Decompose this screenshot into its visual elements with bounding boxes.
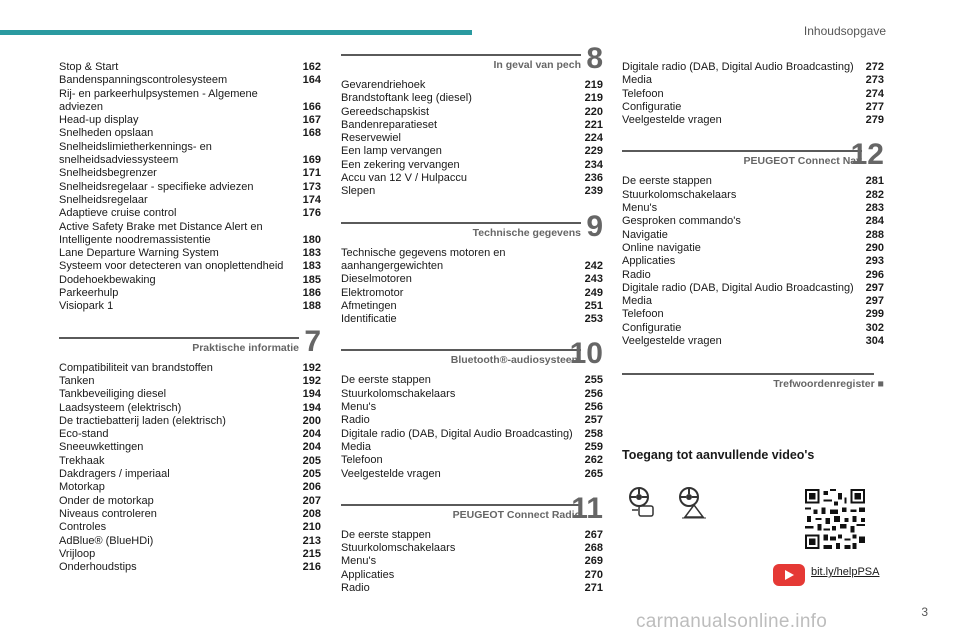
toc-entry[interactable]	[622, 202, 884, 215]
toc-entry[interactable]	[341, 172, 603, 185]
toc-entry-page: 221	[584, 118, 603, 131]
toc-entry[interactable]	[59, 181, 321, 194]
section-header-8	[341, 42, 603, 75]
toc-entry[interactable]	[59, 428, 321, 441]
toc-entry-page: 210	[302, 521, 321, 534]
videos-heading: Toegang tot aanvullende video's	[622, 448, 815, 462]
toc-entry-title: Stuurkolomschakelaars	[341, 542, 456, 555]
toc-entry-title: Laadsysteem (elektrisch)	[59, 401, 182, 414]
toc-entry[interactable]	[341, 428, 603, 441]
section-rule	[622, 373, 874, 375]
toc-entry-page: 259	[584, 440, 603, 453]
toc-entry[interactable]	[622, 215, 884, 228]
toc-column-1	[59, 61, 321, 574]
toc-column-3	[622, 61, 884, 394]
toc-entry-page: 296	[865, 268, 884, 281]
toc-entry-title: Configuratie	[622, 100, 682, 113]
toc-entry-page: 234	[584, 158, 603, 171]
toc-entry-page: 270	[584, 568, 603, 581]
toc-entry-page: 224	[584, 132, 603, 145]
toc-entry-page: 256	[584, 401, 603, 414]
toc-entry-title: Veelgestelde vragen	[341, 467, 441, 480]
toc-entry-page: 207	[302, 494, 321, 507]
toc-entry-page: 164	[302, 74, 321, 87]
toc-entry-page: 267	[584, 528, 603, 541]
toc-entry-page: 194	[302, 401, 321, 414]
toc-entry-page: 206	[302, 481, 321, 494]
toc-entry[interactable]	[59, 561, 321, 574]
toc-entry[interactable]	[341, 79, 603, 92]
toc-list	[622, 175, 884, 348]
toc-entry[interactable]	[622, 88, 884, 101]
toc-entry-title: Navigatie	[622, 228, 668, 241]
video-link[interactable]: bit.ly/helpPSA	[811, 566, 880, 578]
toc-entry-page: 297	[865, 295, 884, 308]
video-warning-icon	[676, 486, 710, 520]
toc-entry-page: 205	[302, 468, 321, 481]
toc-list	[341, 374, 603, 480]
section-number: 10	[569, 337, 603, 371]
section-title: PEUGEOT Connect Nav	[743, 155, 862, 168]
toc-entry-title: Stuurkolomschakelaars	[341, 387, 456, 400]
toc-entry[interactable]	[341, 106, 603, 119]
toc-entry-title: Configuratie	[622, 321, 682, 334]
toc-entry[interactable]	[59, 548, 321, 561]
toc-entry-page: 174	[302, 193, 321, 206]
toc-entry-page: 183	[302, 247, 321, 260]
toc-entry-title: Accu van 12 V / Hulpaccu	[341, 172, 467, 185]
toc-entry-page: 256	[584, 387, 603, 400]
toc-entry-page: 167	[302, 114, 321, 127]
toc-entry[interactable]	[622, 322, 884, 335]
toc-entry-title: Onder de motorkap	[59, 494, 154, 507]
page-header-title: Inhoudsopgave	[803, 24, 886, 38]
toc-entry-title: Snelheden opslaan	[59, 127, 154, 140]
toc-entry-page: 171	[302, 167, 321, 180]
toc-entry-title: Slepen	[341, 185, 376, 198]
toc-entry-title: Gevarendriehoek	[341, 79, 426, 91]
toc-entry-title: Sneeuwkettingen	[59, 441, 144, 454]
toc-entry[interactable]	[341, 185, 603, 198]
toc-entry[interactable]	[59, 247, 321, 260]
toc-entry-page: 283	[865, 202, 884, 215]
toc-entry-title: Gesproken commando's	[622, 215, 741, 228]
toc-entry-page: 236	[584, 172, 603, 185]
section-header-7	[59, 324, 321, 358]
toc-entry[interactable]	[341, 468, 603, 481]
index-title: Trefwoordenregister ■	[773, 378, 884, 391]
section-number: 11	[571, 491, 603, 525]
toc-entry-title: Telefoon	[341, 454, 383, 467]
toc-entry[interactable]	[59, 362, 321, 375]
toc-entry[interactable]	[622, 175, 884, 188]
toc-entry[interactable]	[341, 313, 603, 326]
section-number: 8	[586, 42, 603, 75]
toc-entry[interactable]	[341, 273, 603, 286]
toc-entry-title: Systeem voor detecteren van onoplettendheid	[59, 260, 284, 273]
section-rule	[341, 54, 581, 56]
toc-entry-title: Telefoon	[622, 87, 664, 100]
toc-entry-page: 271	[584, 582, 603, 595]
toc-entry-page: 180	[302, 233, 321, 246]
toc-entry-title: Telefoon	[622, 308, 664, 321]
toc-entry-title: Radio	[341, 414, 370, 427]
section-rule	[341, 222, 581, 224]
toc-entry-page: 257	[584, 414, 603, 427]
toc-entry-title: Een lamp vervangen	[341, 145, 442, 158]
toc-entry-page: 272	[865, 61, 884, 73]
toc-entry[interactable]	[622, 189, 884, 202]
toc-entry-page: 273	[865, 74, 884, 87]
toc-entry[interactable]	[622, 282, 884, 295]
toc-entry-page: 282	[865, 188, 884, 201]
toc-list	[341, 247, 603, 327]
section-number: 7	[304, 324, 321, 358]
toc-entry[interactable]	[622, 114, 884, 127]
toc-entry-title: Rij- en parkeerhulpsystemen - Algemene adviezen	[59, 87, 258, 113]
toc-entry[interactable]	[341, 555, 603, 568]
toc-entry-page: 255	[584, 374, 603, 387]
toc-entry[interactable]	[622, 269, 884, 282]
section-rule	[341, 349, 581, 351]
toc-entry-title: Niveaus controleren	[59, 507, 157, 520]
toc-entry-title: Snelheidsregelaar	[59, 193, 148, 206]
toc-entry[interactable]	[622, 295, 884, 308]
toc-entry[interactable]	[341, 247, 603, 274]
toc-entry-title: Technische gegevens motoren en aanhangergewichten	[341, 246, 506, 272]
toc-entry-page: 284	[865, 215, 884, 228]
toc-entry-title: De eerste stappen	[341, 374, 431, 387]
toc-entry[interactable]	[59, 441, 321, 454]
section-title: Praktische informatie	[192, 341, 299, 354]
toc-entry-title: Tanken	[59, 374, 95, 387]
toc-entry-title: Dieselmotoren	[341, 273, 412, 286]
toc-entry[interactable]	[622, 101, 884, 114]
toc-entry-title: Gereedschapskist	[341, 105, 430, 118]
toc-entry-page: 173	[302, 180, 321, 193]
toc-entry-page: 213	[302, 534, 321, 547]
toc-entry-title: Een zekering vervangen	[341, 158, 460, 171]
toc-entry-page: 219	[584, 79, 603, 91]
toc-entry-page: 262	[584, 454, 603, 467]
toc-entry[interactable]	[341, 300, 603, 313]
index-section-header[interactable]	[622, 368, 884, 394]
toc-entry[interactable]	[59, 455, 321, 468]
toc-entry-page: 274	[865, 87, 884, 100]
toc-entry-title: Bandenspanningscontrolesysteem	[59, 74, 228, 87]
toc-entry[interactable]	[59, 521, 321, 534]
toc-entry-title: Menu's	[622, 202, 658, 215]
toc-entry-title: Digitale radio (DAB, Digital Audio Broadcasting)	[341, 427, 573, 440]
toc-list	[341, 79, 603, 199]
toc-entry-page: 258	[584, 427, 603, 440]
toc-entry-title: Online navigatie	[622, 241, 701, 254]
toc-entry-page: 215	[302, 547, 321, 560]
toc-entry[interactable]	[59, 260, 321, 273]
toc-entry-title: Stuurkolomschakelaars	[622, 188, 737, 201]
toc-entry-title: Snelheidsregelaar - specifieke adviezen	[59, 180, 254, 193]
qr-code-icon[interactable]	[805, 489, 865, 549]
toc-entry-page: 268	[584, 542, 603, 555]
toc-entry[interactable]	[59, 375, 321, 388]
toc-entry-title: Compatibiliteit van brandstoffen	[59, 361, 213, 374]
toc-entry[interactable]	[59, 114, 321, 127]
toc-entry[interactable]	[622, 229, 884, 242]
toc-entry-title: Controles	[59, 521, 107, 534]
toc-list	[59, 362, 321, 575]
toc-entry-page: 293	[865, 255, 884, 268]
toc-entry-page: 168	[302, 127, 321, 140]
toc-entry-title: Media	[622, 295, 652, 308]
toc-entry-page: 216	[302, 561, 321, 574]
section-title: Technische gegevens	[472, 226, 581, 239]
toc-entry-title: Trekhaak	[59, 454, 105, 467]
toc-entry-title: Onderhoudstips	[59, 561, 137, 574]
toc-entry[interactable]	[59, 495, 321, 508]
toc-entry-page: 188	[302, 300, 321, 313]
toc-entry[interactable]	[59, 194, 321, 207]
section-number: 9	[586, 209, 603, 243]
toc-entry-page: 219	[584, 92, 603, 105]
toc-entry[interactable]	[59, 274, 321, 287]
toc-entry-page: 192	[302, 361, 321, 374]
toc-entry-title: Head-up display	[59, 114, 139, 127]
section-title: Bluetooth®-audiosysteem	[450, 354, 581, 367]
toc-entry-page: 253	[584, 313, 603, 326]
toc-entry[interactable]	[622, 308, 884, 321]
toc-entry-page: 279	[865, 114, 884, 127]
toc-entry-title: Radio	[622, 268, 651, 281]
toc-entry[interactable]	[341, 132, 603, 145]
toc-entry-page: 186	[302, 287, 321, 300]
section-title: PEUGEOT Connect Radio	[452, 508, 581, 521]
toc-entry[interactable]	[341, 542, 603, 555]
toc-entry[interactable]	[59, 388, 321, 401]
toc-entry-title: Motorkap	[59, 481, 105, 494]
toc-entry-page: 194	[302, 388, 321, 401]
section-rule	[622, 150, 862, 152]
toc-entry-title: Parkeerhulp	[59, 287, 119, 300]
toc-entry-title: Bandenreparatieset	[341, 118, 438, 131]
toc-entry[interactable]	[622, 61, 884, 74]
toc-entry-title: Brandstoftank leeg (diesel)	[341, 92, 472, 105]
toc-entry[interactable]	[341, 582, 603, 595]
toc-entry-page: 299	[865, 308, 884, 321]
toc-entry[interactable]	[341, 159, 603, 172]
toc-entry-title: Lane Departure Warning System	[59, 247, 219, 260]
toc-entry[interactable]	[622, 74, 884, 87]
section-header-11	[341, 491, 603, 525]
toc-entry-title: Menu's	[341, 401, 377, 414]
toc-list	[341, 529, 603, 595]
toc-entry-page: 288	[865, 228, 884, 241]
section-header-12	[622, 138, 884, 172]
toc-entry-page: 204	[302, 428, 321, 441]
toc-entry-title: Digitale radio (DAB, Digital Audio Broadcasting)	[622, 281, 854, 294]
toc-entry-title: Dodehoekbewaking	[59, 273, 156, 286]
toc-entry-page: 304	[865, 335, 884, 348]
youtube-icon[interactable]	[773, 564, 805, 586]
section-number: 12	[850, 138, 884, 172]
toc-entry[interactable]	[341, 454, 603, 467]
toc-entry-page: 166	[302, 100, 321, 113]
toc-entry[interactable]	[59, 415, 321, 428]
toc-entry[interactable]	[59, 221, 321, 248]
toc-entry[interactable]	[59, 141, 321, 168]
toc-entry[interactable]	[341, 529, 603, 542]
toc-entry-title: Stop & Start	[59, 61, 119, 73]
toc-entry[interactable]	[59, 481, 321, 494]
toc-entry-page: 243	[584, 273, 603, 286]
toc-entry-page: 220	[584, 105, 603, 118]
toc-entry[interactable]	[59, 287, 321, 300]
toc-entry-title: Digitale radio (DAB, Digital Audio Broadcasting)	[622, 61, 854, 73]
section-rule	[341, 504, 581, 506]
toc-entry-title: Elektromotor	[341, 286, 404, 299]
toc-entry[interactable]	[622, 335, 884, 348]
toc-entry-title: Menu's	[341, 555, 377, 568]
toc-entry[interactable]	[59, 88, 321, 115]
toc-entry[interactable]	[59, 535, 321, 548]
toc-entry-page: 169	[302, 154, 321, 167]
toc-entry-page: 185	[302, 273, 321, 286]
toc-entry-title: Active Safety Brake met Distance Alert en Intelligente noodremassistentie	[59, 220, 263, 246]
toc-entry-title: Adaptieve cruise control	[59, 207, 177, 220]
toc-entry[interactable]	[341, 119, 603, 132]
toc-entry[interactable]	[341, 569, 603, 582]
toc-entry[interactable]	[341, 441, 603, 454]
toc-entry-page: 239	[584, 185, 603, 198]
toc-entry-title: Applicaties	[341, 568, 395, 581]
toc-entry-page: 162	[302, 61, 321, 73]
toc-entry-title: Radio	[341, 582, 370, 595]
toc-entry-title: Vrijloop	[59, 547, 96, 560]
section-rule	[59, 337, 299, 339]
toc-entry[interactable]	[59, 300, 321, 313]
toc-entry-title: Visiopark 1	[59, 300, 114, 313]
toc-entry-title: De tractiebatterij laden (elektrisch)	[59, 414, 226, 427]
toc-entry[interactable]	[341, 92, 603, 105]
toc-entry-page: 251	[584, 299, 603, 312]
video-steering-wheel-icon	[626, 486, 660, 520]
toc-entry-title: Veelgestelde vragen	[622, 114, 722, 127]
toc-entry-page: 269	[584, 555, 603, 568]
toc-entry[interactable]	[622, 242, 884, 255]
toc-entry[interactable]	[59, 61, 321, 74]
toc-entry[interactable]	[59, 468, 321, 481]
toc-entry-page: 176	[302, 207, 321, 220]
toc-entry-page: 265	[584, 467, 603, 480]
toc-entry-page: 205	[302, 454, 321, 467]
toc-list	[622, 61, 884, 127]
toc-entry-page: 277	[865, 100, 884, 113]
toc-entry[interactable]	[59, 74, 321, 87]
toc-entry[interactable]	[341, 287, 603, 300]
toc-column-2	[341, 42, 603, 595]
toc-entry-page: 192	[302, 374, 321, 387]
toc-entry-page: 204	[302, 441, 321, 454]
toc-entry-page: 229	[584, 145, 603, 158]
section-header-9	[341, 209, 603, 243]
section-title: In geval van pech	[493, 59, 581, 71]
toc-entry-title: Tankbeveiliging diesel	[59, 388, 167, 401]
toc-entry[interactable]	[341, 388, 603, 401]
toc-entry-title: Media	[341, 440, 371, 453]
toc-entry-title: Veelgestelde vragen	[622, 335, 722, 348]
toc-list	[59, 61, 321, 314]
toc-entry-title: Reservewiel	[341, 132, 401, 145]
toc-entry-title: Media	[622, 74, 652, 87]
toc-entry-title: Eco-stand	[59, 428, 109, 441]
toc-entry-title: Applicaties	[622, 255, 676, 268]
section-header-10	[341, 337, 603, 371]
toc-entry[interactable]	[341, 401, 603, 414]
toc-entry-page: 297	[865, 281, 884, 294]
toc-entry-title: Afmetingen	[341, 299, 397, 312]
toc-entry-title: Snelheidsbegrenzer	[59, 167, 157, 180]
toc-entry[interactable]	[59, 508, 321, 521]
toc-entry-page: 200	[302, 414, 321, 427]
watermark: carmanualsonline.info	[636, 611, 828, 632]
toc-entry-page: 183	[302, 260, 321, 273]
toc-entry[interactable]	[622, 255, 884, 268]
toc-entry-title: Dakdragers / imperiaal	[59, 468, 170, 481]
toc-entry-title: AdBlue® (BlueHDi)	[59, 534, 154, 547]
toc-entry-page: 242	[584, 259, 603, 272]
toc-entry-page: 249	[584, 286, 603, 299]
toc-entry[interactable]	[59, 207, 321, 220]
toc-entry[interactable]	[59, 167, 321, 180]
toc-entry-title: Identificatie	[341, 313, 397, 326]
toc-entry[interactable]	[59, 402, 321, 415]
toc-entry-page: 208	[302, 507, 321, 520]
top-accent-bar	[0, 30, 472, 35]
page-number: 3	[921, 605, 928, 619]
toc-entry[interactable]	[341, 414, 603, 427]
toc-entry[interactable]	[341, 374, 603, 387]
toc-entry[interactable]	[59, 127, 321, 140]
toc-entry-page: 302	[865, 321, 884, 334]
toc-entry-title: De eerste stappen	[341, 528, 431, 541]
toc-entry[interactable]	[341, 145, 603, 158]
toc-entry-title: Snelheidslimietherkennings- en snelheidsadviessysteem	[59, 140, 212, 167]
toc-entry-title: De eerste stappen	[622, 175, 712, 188]
toc-entry-page: 290	[865, 241, 884, 254]
toc-entry-page: 281	[865, 175, 884, 188]
